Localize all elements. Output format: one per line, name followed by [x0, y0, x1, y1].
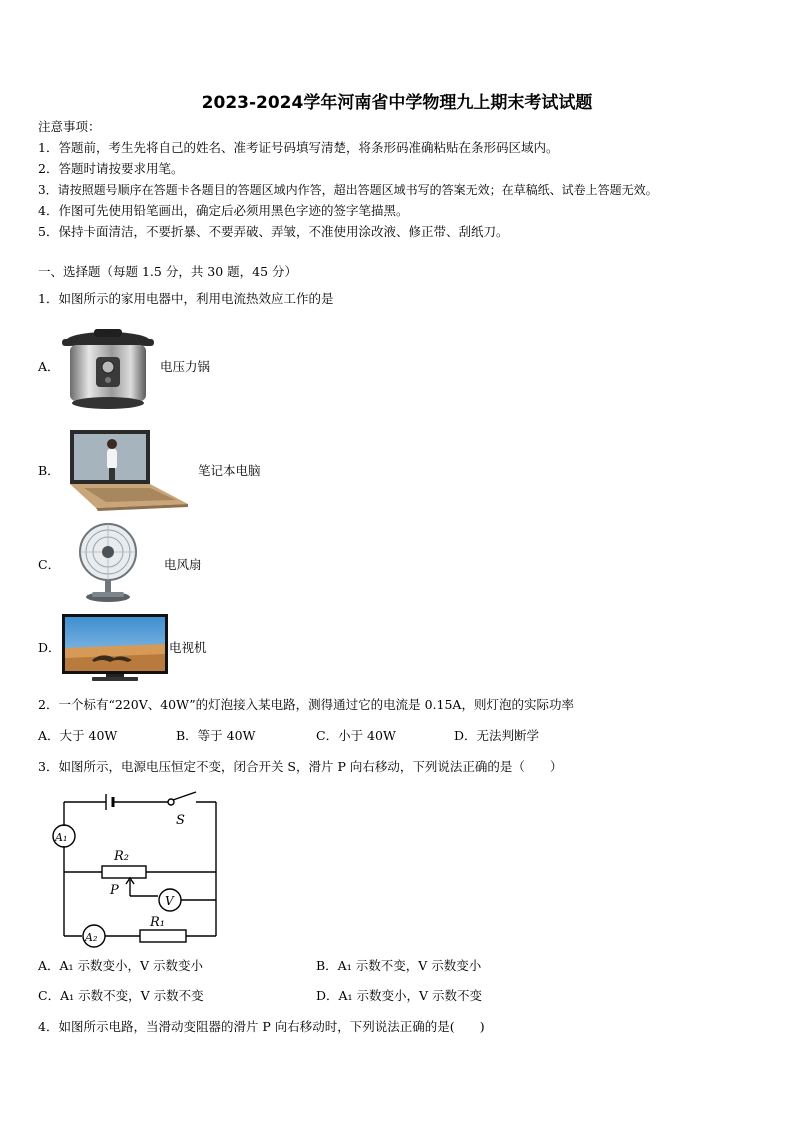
pressure-cooker-icon — [62, 327, 154, 411]
ammeter-a1-label: A₁ — [55, 831, 68, 844]
answer-option: D．无法判断学 — [454, 728, 540, 743]
question-stem: 1．如图所示的家用电器中，利用电流热效应工作的是 — [38, 291, 334, 306]
notice-item: 4．作图可先使用铅笔画出，确定后必须用黑色字迹的签字笔描黑。 — [38, 203, 409, 218]
question-stem: 4．如图所示电路，当滑动变阻器的滑片 P 向右移动时，下列说法正确的是( ) — [38, 1019, 485, 1034]
switch-label: S — [176, 813, 185, 828]
option-letter: A． — [38, 359, 60, 374]
page-title: 2023-2024学年河南省中学物理九上期末考试试题 — [201, 93, 593, 113]
notice-heading: 注意事项： — [38, 119, 101, 134]
slider-label: P — [110, 883, 119, 898]
question-stem: 2．一个标有“220V、40W”的灯泡接入某电路，测得通过它的电流是 0.15A，则灯泡的实际功率 — [38, 697, 574, 712]
answer-option: A．A₁ 示数变小，V 示数变小 — [38, 958, 204, 973]
option-letter: B． — [38, 463, 60, 478]
section-heading: 一、选择题（每题 1.5 分，共 30 题，45 分） — [38, 264, 298, 279]
laptop-icon — [66, 428, 190, 512]
notice-item: 5．保持卡面清洁，不要折暴、不要弄破、弄皱，不准使用涂改液、修正带、刮纸刀。 — [38, 224, 509, 239]
option-label: 电视机 — [169, 640, 207, 655]
television-icon — [62, 614, 168, 682]
answer-option: B．等于 40W — [176, 728, 256, 743]
notice-item: 2．答题时请按要求用笔。 — [38, 161, 184, 176]
question-stem: 3．如图所示，电源电压恒定不变，闭合开关 S，滑片 P 向右移动，下列说法正确的是（ ） — [38, 759, 563, 774]
r1-label: R₁ — [150, 915, 165, 930]
notice-item: 1．答题前，考生先将自己的姓名、准考证号码填写清楚，将条形码准确粘贴在条形码区域内。 — [38, 140, 559, 155]
answer-option: C．小于 40W — [316, 728, 396, 743]
option-letter: C． — [38, 557, 61, 572]
voltmeter-label: V — [165, 894, 174, 908]
option-letter: D． — [38, 640, 61, 655]
answer-option: B．A₁ 示数不变，V 示数变小 — [316, 958, 482, 973]
option-label: 电压力锅 — [160, 359, 211, 374]
circuit-diagram — [44, 788, 234, 948]
ammeter-a2-label: A₂ — [85, 931, 98, 944]
option-label: 笔记本电脑 — [198, 463, 261, 478]
electric-fan-icon — [70, 522, 146, 604]
answer-option: D．A₁ 示数变小，V 示数不变 — [316, 988, 483, 1003]
option-label: 电风扇 — [164, 557, 202, 572]
answer-option: C．A₁ 示数不变，V 示数不变 — [38, 988, 204, 1003]
notice-item: 3．请按照题号顺序在答题卡各题目的答题区域内作答，超出答题区域书写的答案无效；在草稿纸、试卷上答题无效。 — [38, 183, 658, 197]
r2-label: R₂ — [114, 849, 129, 864]
answer-option: A．大于 40W — [38, 728, 118, 743]
